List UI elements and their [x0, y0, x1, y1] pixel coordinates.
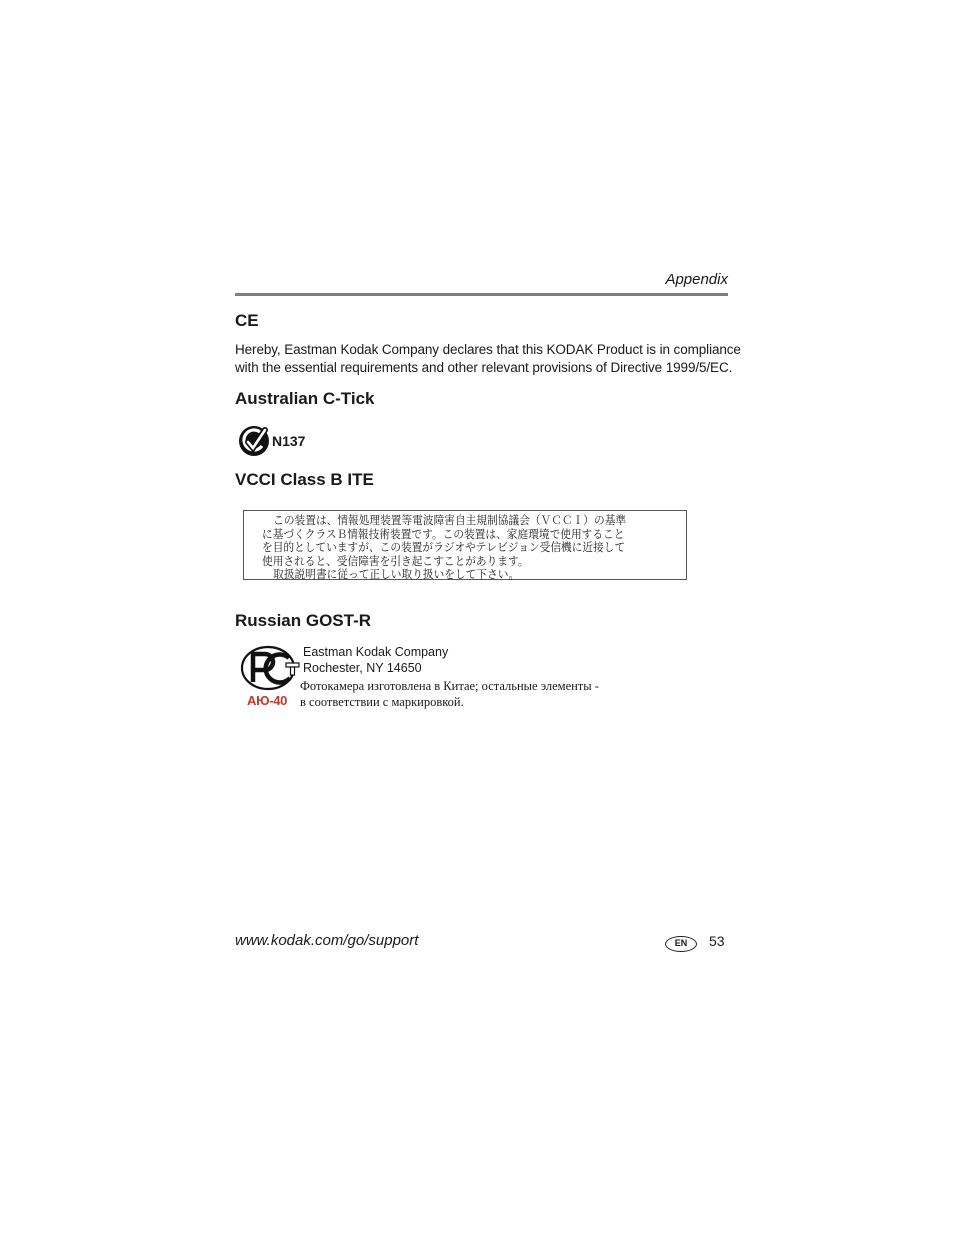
support-url: www.kodak.com/go/support	[235, 932, 419, 949]
gost-company: Eastman Kodak Company	[303, 645, 449, 659]
vcci-line: 取扱説明書に従って正しい取り扱いをして下さい。	[273, 567, 520, 581]
gost-heading: Russian GOST-R	[235, 611, 372, 630]
ctick-number: N137	[272, 433, 306, 449]
gost-r-logo-icon	[240, 645, 302, 698]
gost-code: АЮ-40	[247, 693, 288, 708]
page-number: 53	[709, 933, 725, 949]
ce-heading: CE	[235, 311, 259, 330]
ce-text-line: Hereby, Eastman Kodak Company declares that this KODAK Product is in compliance	[235, 342, 741, 357]
vcci-notice-text	[262, 514, 649, 582]
section-label: Appendix	[665, 271, 728, 288]
ce-text-line: with the essential requirements and other relevant provisions of Directive 1999/5/EC.	[235, 360, 733, 375]
vcci-notice-box	[243, 510, 687, 580]
gost-address: Rochester, NY 14650	[303, 661, 422, 675]
ce-text	[235, 341, 741, 377]
vcci-line: を目的としていますが、この装置がラジオやテレビジョン受信機に近接して	[262, 540, 626, 554]
vcci-line: に基づくクラスＢ情報技術装置です。この装置は、家庭環境で使用すること	[262, 526, 625, 541]
gost-note-line: в соответствии с маркировкой.	[300, 695, 464, 709]
header-rule	[235, 293, 728, 296]
vcci-heading: VCCI Class B ITE	[235, 470, 374, 489]
c-tick-logo-icon	[238, 425, 270, 462]
vcci-line: 使用されると、受信障害を引き起こすことがあります。	[262, 553, 529, 568]
language-badge: EN	[665, 936, 697, 952]
ctick-heading: Australian C-Tick	[235, 389, 375, 408]
gost-note-line: Фотокамера изготовлена в Китае; остальные элементы -	[300, 679, 599, 693]
vcci-line: この装置は、情報処理装置等電波障害自主規制協議会（ＶＣＣＩ）の基準	[273, 513, 627, 527]
